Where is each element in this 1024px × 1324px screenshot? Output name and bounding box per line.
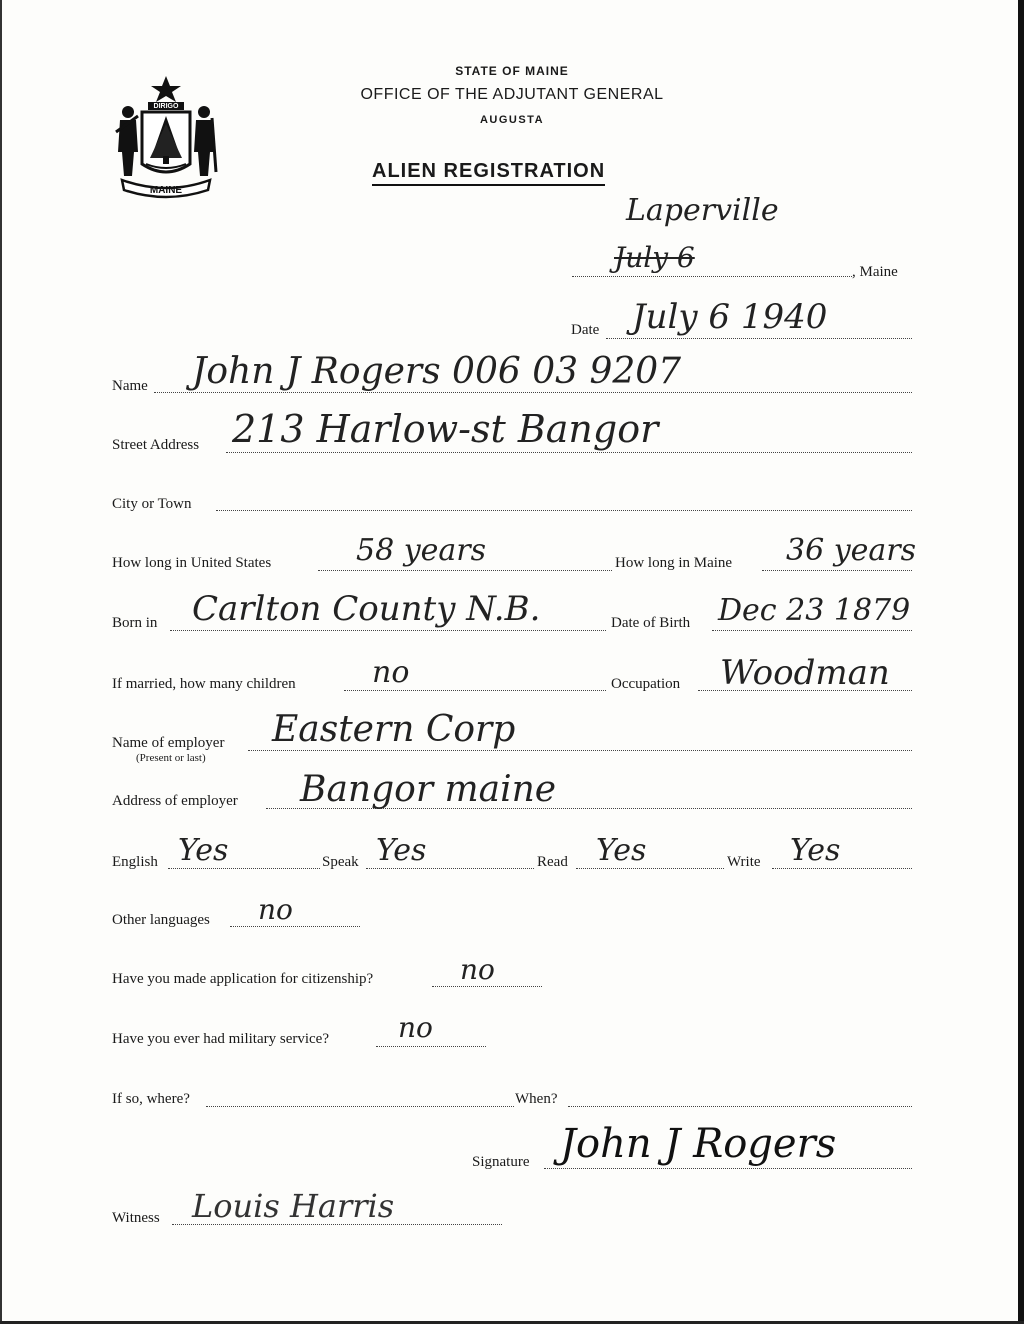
place-handwritten: Laperville	[626, 193, 779, 228]
dob-label: Date of Birth	[611, 615, 691, 631]
name-label: Name	[112, 378, 148, 394]
write-line	[772, 868, 912, 869]
where-line	[206, 1106, 514, 1107]
maine-time-label: How long in Maine	[615, 555, 733, 571]
form-title: ALIEN REGISTRATION	[372, 160, 605, 186]
citizenship-value: no	[460, 953, 495, 986]
place-line	[572, 276, 852, 277]
write-value: Yes	[790, 833, 841, 868]
signature-label: Signature	[472, 1154, 530, 1170]
scan-edge-left	[0, 0, 2, 1324]
children-line	[344, 690, 606, 691]
english-label: English	[112, 854, 158, 870]
other-languages-line	[230, 926, 360, 927]
speak-label: Speak	[322, 854, 359, 870]
born-line	[170, 630, 606, 631]
name-value: John J Rogers 006 03 9207	[192, 351, 682, 392]
maine-time-value: 36 years	[786, 533, 917, 568]
city-label: City or Town	[112, 496, 192, 512]
witness-label: Witness	[112, 1210, 160, 1226]
military-line	[376, 1046, 486, 1047]
read-label: Read	[537, 854, 568, 870]
read-line	[576, 868, 724, 869]
city-line	[216, 510, 912, 511]
other-languages-label: Other languages	[112, 912, 210, 928]
seal-banner: MAINE	[149, 185, 183, 196]
military-value: no	[398, 1011, 433, 1044]
dob-value: Dec 23 1879	[718, 593, 911, 628]
born-value: Carlton County N.B.	[192, 589, 541, 629]
date-line	[606, 338, 912, 339]
read-value: Yes	[596, 833, 647, 868]
date-value: July 6 1940	[632, 297, 828, 337]
citizenship-line	[432, 986, 542, 987]
city-heading: AUGUSTA	[479, 114, 545, 126]
english-value: Yes	[178, 833, 229, 868]
speak-value: Yes	[376, 833, 427, 868]
other-languages-value: no	[258, 893, 293, 926]
children-label: If married, how many children	[112, 676, 296, 692]
where-label: If so, where?	[112, 1091, 190, 1107]
citizenship-label: Have you made application for citizenship?	[112, 971, 374, 987]
employer-sublabel: (Present or last)	[136, 752, 206, 764]
office-heading: OFFICE OF THE ADJUTANT GENERAL	[360, 86, 664, 103]
when-line	[568, 1106, 912, 1107]
name-line	[154, 392, 912, 393]
scan-edge-right	[1018, 0, 1024, 1324]
occupation-value: Woodman	[720, 653, 890, 693]
street-line	[226, 452, 912, 453]
employer-address-label: Address of employer	[112, 793, 238, 809]
employer-line	[248, 750, 912, 751]
employer-label: Name of employer	[112, 735, 225, 751]
dob-line	[712, 630, 912, 631]
date-label: Date	[571, 322, 600, 338]
employer-address-value: Bangor maine	[300, 769, 557, 810]
write-label: Write	[727, 854, 761, 870]
witness-value: Louis Harris	[192, 1187, 395, 1225]
seal-motto: DIRIGO	[153, 103, 179, 110]
born-label: Born in	[112, 615, 158, 631]
employer-value: Eastern Corp	[272, 709, 516, 750]
children-value: no	[372, 655, 410, 690]
us-time-line	[318, 570, 612, 571]
state-heading: STATE OF MAINE	[455, 64, 569, 78]
maine-time-line	[762, 570, 912, 571]
street-label: Street Address	[112, 437, 200, 453]
english-line	[168, 868, 320, 869]
when-label: When?	[515, 1091, 558, 1107]
occupation-label: Occupation	[611, 676, 681, 692]
street-value: 213 Harlow-st Bangor	[232, 407, 659, 451]
signature-value: John J Rogers	[560, 1121, 837, 1167]
speak-line	[366, 868, 534, 869]
us-time-value: 58 years	[356, 533, 487, 568]
place-struck: July 6	[614, 241, 695, 274]
military-label: Have you ever had military service?	[112, 1031, 329, 1047]
place-suffix: , Maine	[852, 264, 898, 280]
us-time-label: How long in United States	[112, 555, 272, 571]
signature-line	[544, 1168, 912, 1169]
